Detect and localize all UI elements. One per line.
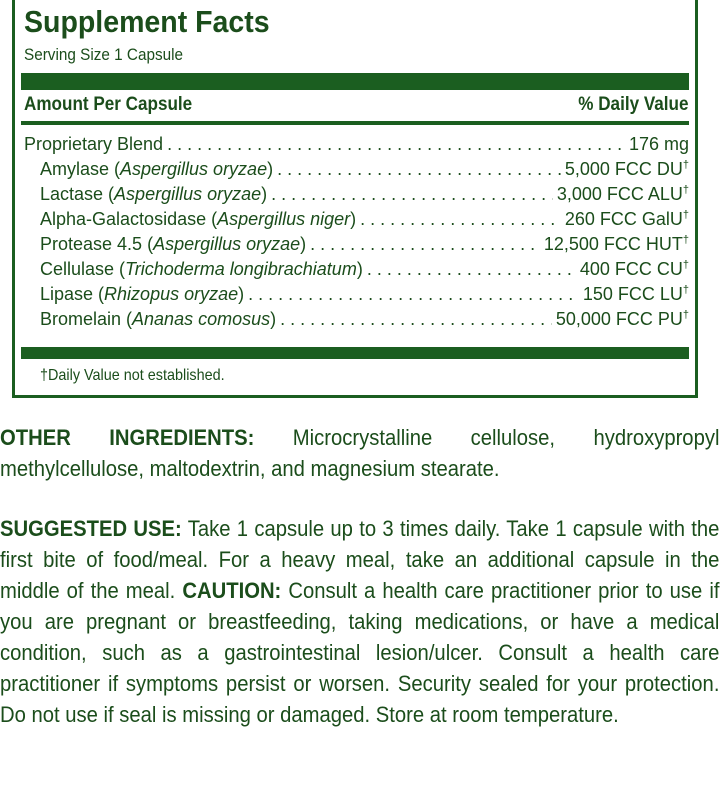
ingredient-amount: [565, 209, 689, 230]
ingredient-name: [40, 284, 244, 305]
ingredient-paren: ): [300, 234, 307, 254]
ingredient-amount-value: 12,500 FCC HUT: [543, 234, 683, 254]
ingredient-source: Aspergillus niger: [217, 209, 351, 229]
leader-dots: [360, 209, 561, 230]
other-ingredients-text: Microcrystalline cellulose, hydroxypropyl methylcellulose, maltodextrin, and magnesium stearate.: [0, 425, 720, 481]
ingredient-paren: ): [261, 184, 268, 204]
ingredient-paren: ): [356, 259, 363, 279]
panel-title: Supplement Facts: [24, 4, 270, 39]
caution-label: CAUTION:: [182, 578, 282, 603]
ingredient-name: [40, 309, 276, 330]
thin-rule: [21, 121, 689, 125]
ingredient-paren: ): [270, 309, 277, 329]
dagger-mark: †: [682, 159, 689, 171]
leader-dots: [248, 284, 579, 305]
other-ingredients: [0, 422, 719, 484]
ingredient-amount-value: 5,000 FCC DU: [564, 159, 683, 179]
ingredient-source: Aspergillus oryzae: [120, 159, 268, 179]
ingredient-label: Protease 4.5 (: [40, 234, 154, 254]
dagger-mark: †: [682, 184, 689, 196]
ingredient-paren: ): [267, 159, 274, 179]
leader-dots: [167, 134, 625, 155]
suggested-use-label: SUGGESTED USE:: [0, 516, 182, 541]
ingredient-row: [40, 309, 689, 333]
ingredient-name: [40, 259, 363, 280]
footnote: †Daily Value not established.: [40, 367, 225, 384]
leader-dots: [310, 234, 540, 255]
ingredient-row: [40, 184, 689, 208]
ingredient-name: [40, 209, 356, 230]
dagger-mark: †: [682, 284, 689, 296]
ingredient-amount: [580, 259, 689, 280]
ingredient-amount: [557, 184, 689, 205]
dagger-mark: †: [682, 259, 689, 271]
dagger-mark: †: [682, 234, 689, 246]
ingredient-source: Trichoderma longibrachiatum: [125, 259, 357, 279]
ingredient-paren: ): [238, 284, 245, 304]
ingredient-label: Bromelain (: [40, 309, 133, 329]
thick-rule-bottom: [21, 347, 689, 359]
ingredient-amount: [556, 309, 689, 330]
thick-rule-top: [21, 73, 689, 90]
ingredient-amount-value: 50,000 FCC PU: [555, 309, 683, 329]
ingredient-amount-value: 260 FCC GalU: [564, 209, 683, 229]
leader-dots: [367, 259, 576, 280]
ingredient-label: Alpha-Galactosidase (: [40, 209, 218, 229]
ingredient-row: [40, 284, 689, 308]
ingredient-name: [40, 159, 273, 180]
ingredient-paren: ): [350, 209, 357, 229]
ingredient-label: Lipase (: [40, 284, 105, 304]
ingredient-amount: [583, 284, 689, 305]
suggested-use-text: Take 1 capsule up to 3 times daily. Take 1 capsule with the first bite of food/meal. For a heavy meal, take an additional capsule in the middle of the meal.: [0, 516, 720, 603]
ingredient-amount-value: 150 FCC LU: [582, 284, 683, 304]
supplement-facts-panel: [12, 0, 698, 398]
blend-row: [24, 134, 689, 158]
dagger-mark: †: [682, 309, 689, 321]
ingredient-label: Amylase (: [40, 159, 121, 179]
ingredient-amount-value: 400 FCC CU: [579, 259, 683, 279]
blend-name: Proprietary Blend: [24, 134, 164, 154]
dagger-mark: †: [682, 209, 689, 221]
leader-dots: [280, 309, 552, 330]
daily-value-header: % Daily Value: [578, 94, 689, 115]
ingredient-row: [40, 209, 689, 233]
ingredient-label: Lactase (: [40, 184, 115, 204]
blend-amount: 176 mg: [628, 134, 689, 154]
ingredient-row: [40, 159, 689, 183]
ingredient-source: Ananas comosus: [132, 309, 271, 329]
ingredient-label: Cellulase (: [40, 259, 126, 279]
other-ingredients-label: OTHER INGREDIENTS:: [0, 425, 255, 450]
leader-dots: [277, 159, 561, 180]
ingredient-source: Aspergillus oryzae: [153, 234, 301, 254]
caution-text: Consult a health care practitioner prior to use if you are pregnant or breastfeeding, taking medications, or have a medical condition, such as a gastrointestinal lesion/ulcer. Consult a health care practitioner if symptoms persist or worsen. Security sealed for your protection. Do not use if seal is missing or damaged. Store at room temperature.: [0, 578, 720, 727]
ingredient-source: Rhizopus oryzae: [104, 284, 239, 304]
suggested-use: [0, 513, 719, 730]
ingredient-name: [40, 184, 267, 205]
ingredient-source: Aspergillus oryzae: [114, 184, 262, 204]
ingredient-amount-value: 3,000 FCC ALU: [556, 184, 683, 204]
ingredient-row: [40, 259, 689, 283]
amount-per-capsule-header: Amount Per Capsule: [24, 94, 193, 115]
leader-dots: [271, 184, 553, 205]
ingredient-row: [40, 234, 689, 258]
serving-size: Serving Size 1 Capsule: [24, 45, 184, 64]
ingredient-amount: [544, 234, 689, 255]
ingredient-name: [40, 234, 306, 255]
ingredient-amount: [565, 159, 689, 180]
